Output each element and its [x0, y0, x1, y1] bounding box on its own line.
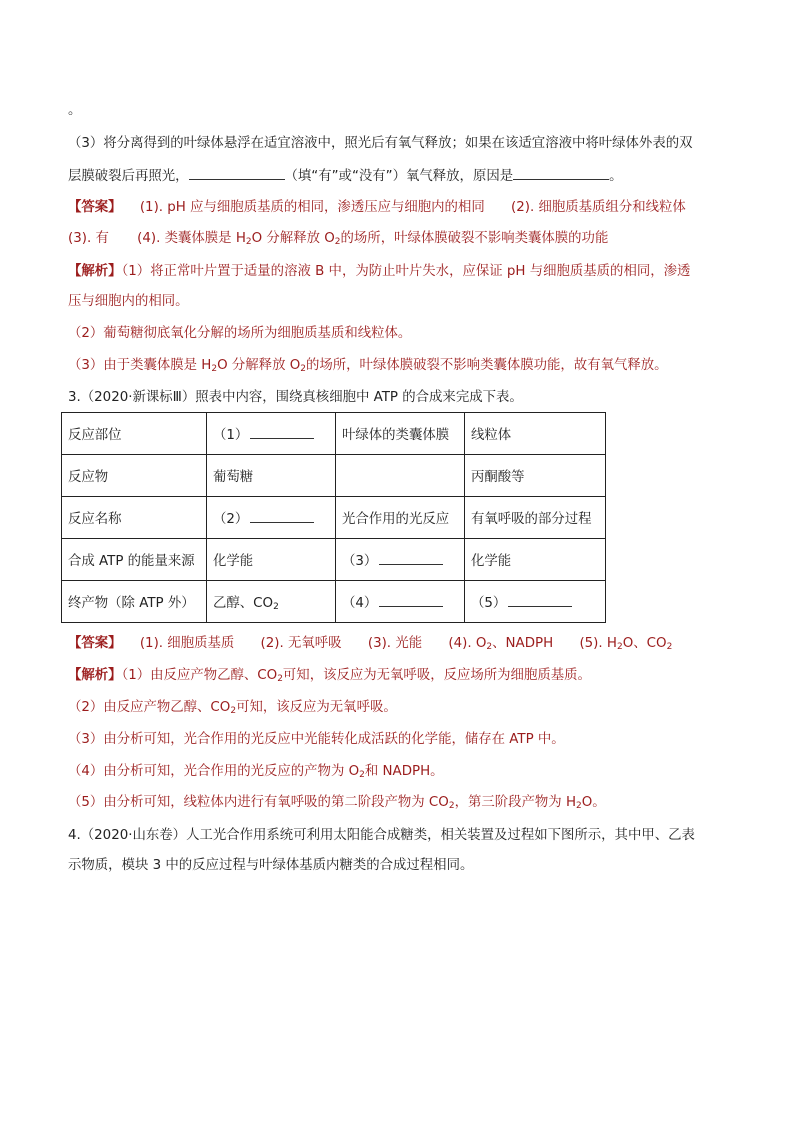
answer-5: (5). $H_2O$、$CO_2$	[579, 636, 673, 652]
answer-blank	[513, 165, 609, 180]
table-cell: 终产物（除 ATP 外）	[62, 581, 207, 623]
answer-blank	[189, 165, 285, 180]
table-cell: （1）	[207, 413, 336, 455]
text: 层膜破裂后再照光，	[68, 169, 189, 184]
table-cell: 合成 ATP 的能量来源	[62, 539, 207, 581]
table-cell	[336, 455, 465, 497]
answer-4: (4). 类囊体膜是 $H_2O$ 分解释放 $O_2$的场所，叶绿体膜破裂不影响类囊体膜的功能	[137, 231, 609, 247]
text: 。	[609, 169, 623, 184]
question-3-analysis-line-4: （4）由分析可知，光合作用的光反应的产物为 $O_2$和 NADPH。	[68, 764, 444, 780]
question-4-line-2: 示物质，模块 3 中的反应过程与叶绿体基质内糖类的合成过程相同。	[68, 858, 474, 873]
answer-3: (3). 有	[68, 231, 109, 246]
answer-1: (1). pH 应与细胞质基质的相同，渗透压应与细胞内的相同	[139, 200, 485, 215]
question-2-analysis-line-1	[68, 262, 690, 282]
question-2-answer-line-1	[68, 198, 686, 218]
answer-blank	[508, 592, 572, 607]
question-2-analysis-line-4: （3）由于类囊体膜是 $H_2O$ 分解释放 $O_2$的场所，叶绿体膜破裂不影响类囊体膜功能，故有氧气释放。	[68, 358, 668, 374]
table-row	[62, 497, 606, 539]
answer-tag: 【答案】	[68, 636, 122, 651]
table-row	[62, 581, 606, 623]
question-3-answer	[68, 634, 672, 654]
question-3-analysis-line-3: （3）由分析可知，光合作用的光反应中光能转化成活跃的化学能，储存在 ATP 中。	[68, 732, 565, 747]
table-cell: 有氧呼吸的部分过程	[465, 497, 606, 539]
table-cell: 反应物	[62, 455, 207, 497]
question-3-stem: 3.（2020·新课标Ⅲ）照表中内容，围绕真核细胞中 ATP 的合成来完成下表。	[68, 390, 523, 405]
question-3-analysis-line-2: （2）由反应产物乙醇、$CO_2$可知，该反应为无氧呼吸。	[68, 700, 397, 716]
table-cell: 叶绿体的类囊体膜	[336, 413, 465, 455]
table-cell: 丙酮酸等	[465, 455, 606, 497]
answer-tag: 【答案】	[68, 200, 122, 215]
question-4-line-1: 4.（2020·山东卷）人工光合作用系统可利用太阳能合成糖类，相关装置及过程如下图所示，其中甲、乙表	[68, 828, 695, 843]
table-row	[62, 455, 606, 497]
question-2-part-3-line-1: （3）将分离得到的叶绿体悬浮在适宜溶液中，照光后有氧气释放；如果在该适宜溶液中将叶绿体外表的双	[68, 136, 693, 151]
answer-3: (3). 光能	[367, 636, 423, 651]
answer-blank	[250, 508, 314, 523]
question-2-answer-line-2	[68, 229, 608, 249]
table-cell: 化学能	[465, 539, 606, 581]
previous-line-tail: 。	[68, 103, 82, 118]
question-3-analysis-line-5: （5）由分析可知，线粒体内进行有氧呼吸的第二阶段产物为 $CO_2$，第三阶段产物为 $H_2O$。	[68, 795, 606, 811]
answer-4: (4). $O_2$、NADPH	[448, 636, 554, 652]
table-cell: （5）	[465, 581, 606, 623]
answer-1: (1). 细胞质基质	[139, 636, 235, 651]
table-cell: 乙醇、$CO_2$	[207, 581, 336, 623]
table-cell: 葡萄糖	[207, 455, 336, 497]
question-2-part-3-line-2	[68, 165, 623, 187]
table-cell: 化学能	[207, 539, 336, 581]
table-row	[62, 539, 606, 581]
question-2-analysis-line-2: 压与细胞内的相同。	[68, 294, 189, 309]
answer-2: (2). 细胞质基质组分和线粒体	[511, 200, 686, 215]
answer-blank	[379, 550, 443, 565]
table-row	[62, 413, 606, 455]
table-cell: 反应名称	[62, 497, 207, 539]
table-cell: 光合作用的光反应	[336, 497, 465, 539]
table-cell: （3）	[336, 539, 465, 581]
atp-synthesis-table	[61, 412, 606, 623]
answer-2: (2). 无氧呼吸	[260, 636, 342, 651]
table-cell: （2）	[207, 497, 336, 539]
table-cell: （4）	[336, 581, 465, 623]
table-cell: 反应部位	[62, 413, 207, 455]
question-3-analysis-line-1: 【解析】（1）由反应产物乙醇、$CO_2$可知，该反应为无氧呼吸，反应场所为细胞质基质。	[68, 668, 591, 684]
analysis-tag: 【解析】	[68, 668, 122, 683]
analysis-text: （1）将正常叶片置于适量的溶液 B 中，为防止叶片失水，应保证 pH 与细胞质基质的相同，渗透	[121, 264, 691, 279]
analysis-tag: 【解析】	[68, 264, 122, 279]
answer-blank	[250, 424, 314, 439]
table-cell: 线粒体	[465, 413, 606, 455]
text: （填“有”或“没有”）氧气释放，原因是	[284, 169, 514, 184]
question-2-analysis-line-3: （2）葡萄糖彻底氧化分解的场所为细胞质基质和线粒体。	[68, 326, 412, 341]
answer-blank	[379, 592, 443, 607]
